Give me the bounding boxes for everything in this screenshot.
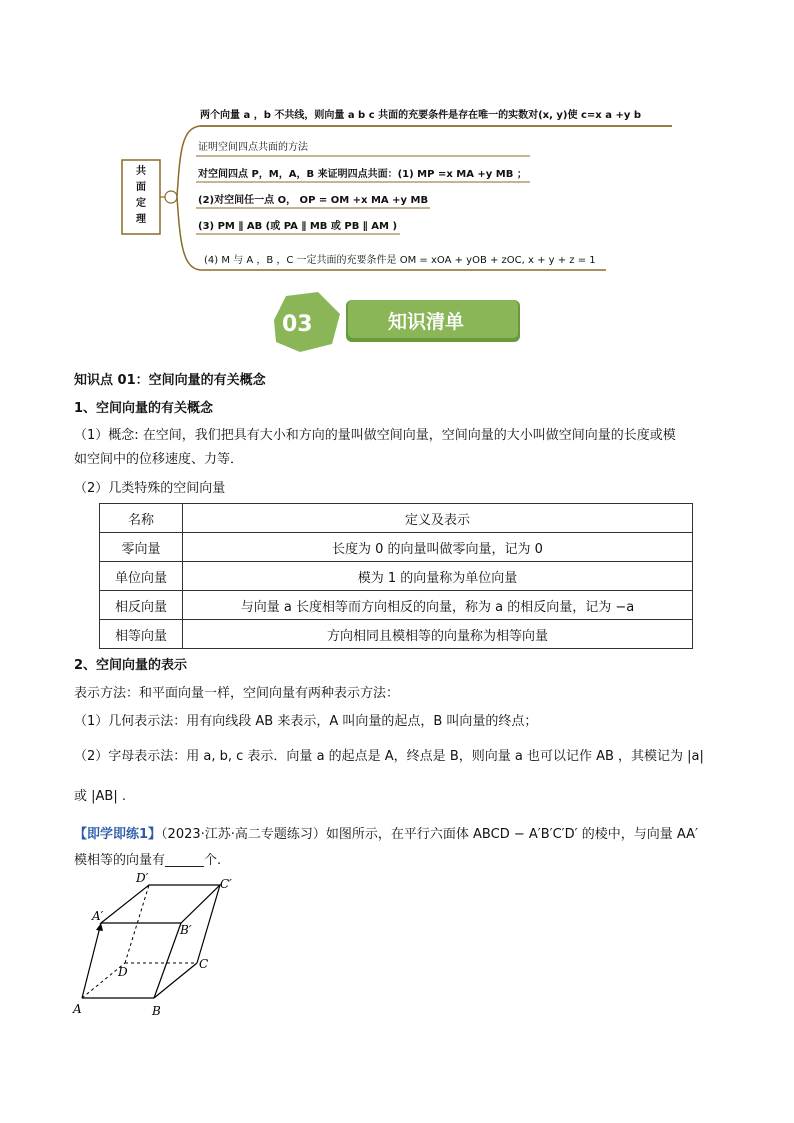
table-cell: 长度为 0 的向量叫做零向量，记为 0	[183, 533, 693, 562]
concept-paragraph: （1）概念: 在空间，我们把具有大小和方向的量叫做空间向量，空间向量的大小叫做空间向量的长度或模	[74, 428, 676, 443]
subheading-2: 2、空间向量的表示	[74, 658, 188, 673]
label-A: A	[73, 1002, 82, 1016]
section-title: 知识清单	[388, 311, 465, 333]
label-A1: A′	[92, 909, 104, 923]
mindmap-line-0: 两个向量 a ，b 不共线，则向量 a b c 共面的充要条件是存在唯一的实数对(x, y)使 c=x a +y b	[200, 110, 641, 121]
table-row	[100, 562, 693, 591]
special-vectors-table	[99, 503, 693, 649]
table-cell: 方向相同且模相等的向量称为相等向量	[183, 620, 693, 649]
table-cell: 单位向量	[100, 562, 183, 591]
mindmap-connectors	[0, 0, 794, 290]
exercise-text: （2023·江苏·高二专题练习）如图所示，在平行六面体 ABCD − A′B′C′D′ 的棱中，与向量 AA′	[161, 827, 698, 842]
table-cell: 相等向量	[100, 620, 183, 649]
mindmap-line-2: 对空间四点 P，M，A，B 来证明四点共面：(1) MP =x MA +y MB ；	[198, 169, 527, 180]
table-cell: 相反向量	[100, 591, 183, 620]
table-header-row	[100, 504, 693, 533]
mindmap-line-5: (4) M 与 A ，B ，C 一定共面的充要条件是 OM = xOA + yOB + zOC, x + y + z = 1	[204, 255, 596, 266]
mindmap-line-4: (3) PM ∥ AB (或 PA ∥ MB 或 PB ∥ AM )	[198, 221, 398, 232]
section-number: 03	[282, 312, 313, 337]
label-B: B	[152, 1004, 161, 1018]
label-D: D	[118, 965, 128, 979]
mindmap-line-3: (2)对空间任一点 O， OP = OM +x MA +y MB	[198, 195, 429, 206]
exercise-line-2: 模相等的向量有______个.	[74, 853, 222, 868]
representation-intro: 表示方法：和平面向量一样，空间向量有两种表示方法：	[74, 686, 400, 701]
label-C1: C′	[220, 877, 232, 891]
label-D1: D′	[136, 871, 149, 885]
letter-method-cont: 或 |AB| .	[74, 789, 126, 804]
table-row	[100, 591, 693, 620]
table-row	[100, 533, 693, 562]
table-header-definition: 定义及表示	[183, 504, 693, 533]
geometric-method: （1）几何表示法：用有向线段 AB 来表示，A 叫向量的起点，B 叫向量的终点；	[74, 714, 538, 729]
table-cell: 与向量 a 长度相等而方向相反的向量，称为 a 的相反向量，记为 −a	[183, 591, 693, 620]
concept-paragraph-cont: 如空间中的位移速度、力等．	[74, 452, 244, 467]
special-vectors-heading: （2）几类特殊的空间向量	[74, 481, 226, 496]
knowledge-heading: 知识点 01：空间向量的有关概念	[74, 373, 266, 388]
table-cell: 零向量	[100, 533, 183, 562]
exercise-line	[74, 823, 754, 842]
label-C: C	[199, 957, 209, 971]
parallelepiped-figure	[70, 870, 240, 1020]
table-header-name: 名称	[100, 504, 183, 533]
table-cell: 模为 1 的向量称为单位向量	[183, 562, 693, 591]
exercise-label: 【即学即练1】	[74, 827, 162, 842]
letter-method: （2）字母表示法：用 a, b, c 表示．向量 a 的起点是 A，终点是 B，则向量 a 也可以记作 AB ，其模记为 |a|	[74, 749, 704, 764]
table-row	[100, 620, 693, 649]
mindmap-node: 共 面 定 理	[136, 166, 146, 225]
label-B1: B′	[180, 923, 192, 937]
subheading-1: 1、空间向量的有关概念	[74, 401, 214, 416]
mindmap-line-1: 证明空间四点共面的方法	[198, 142, 308, 153]
